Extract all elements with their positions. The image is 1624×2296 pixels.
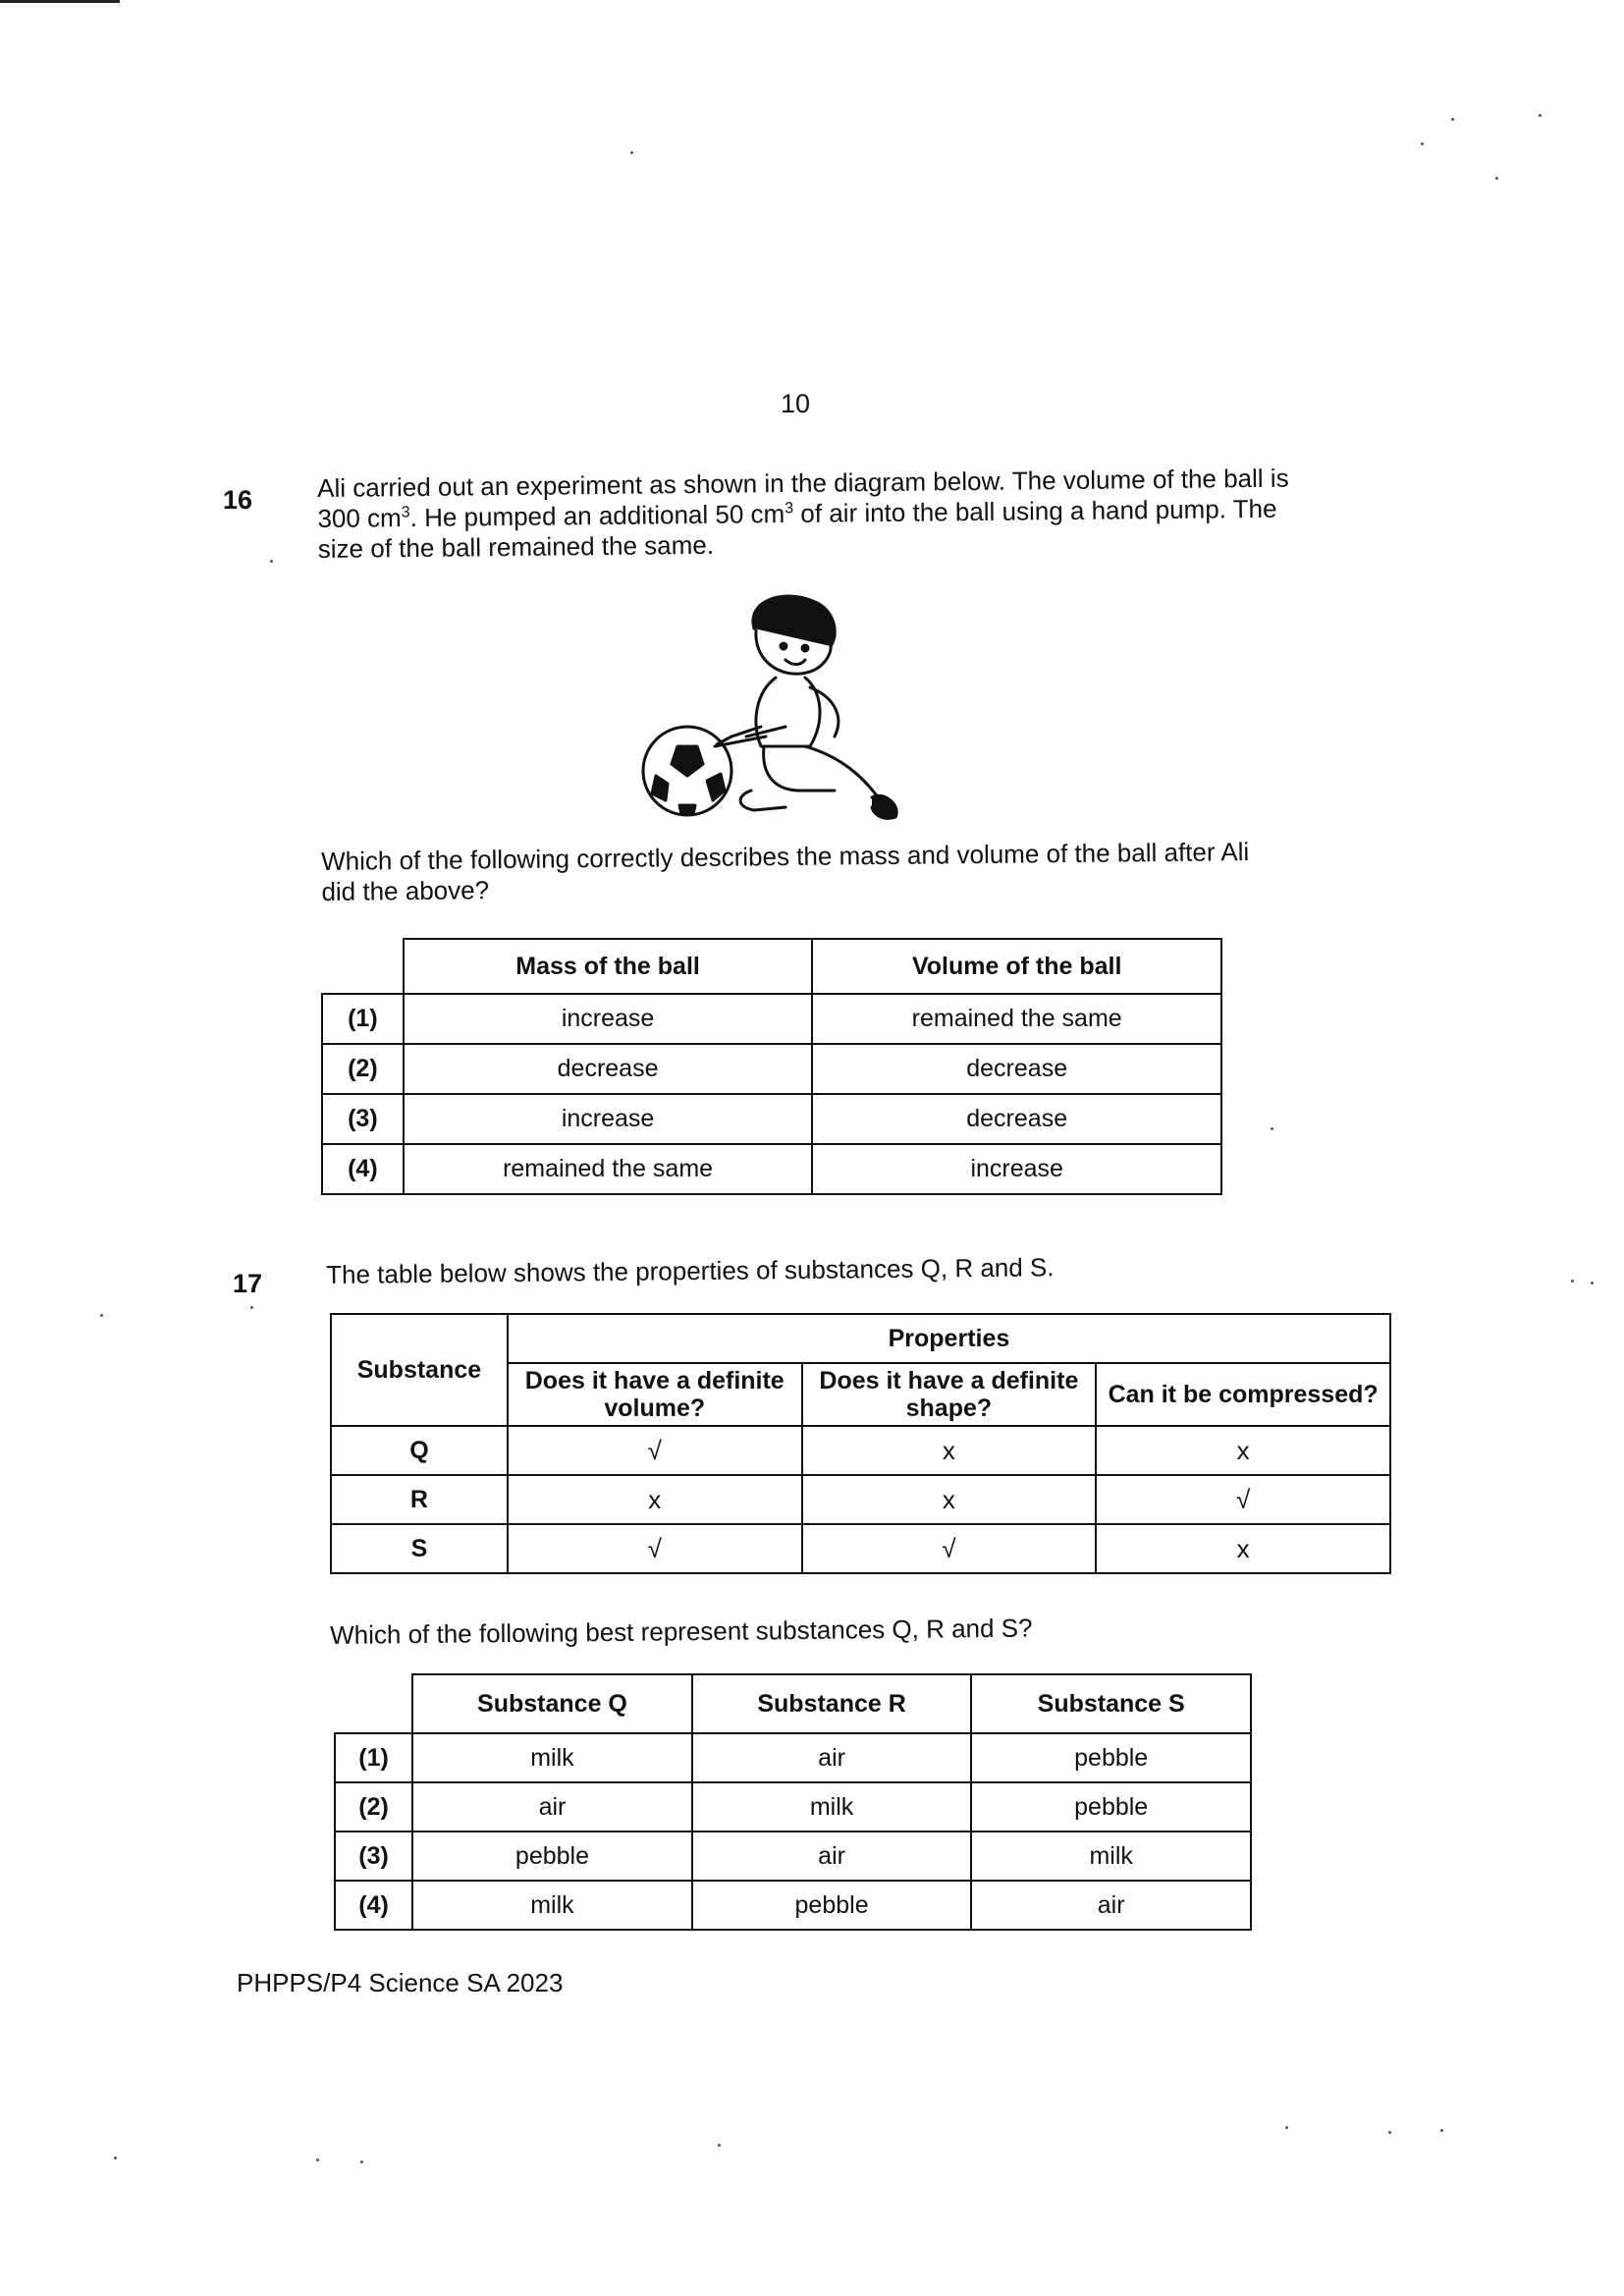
table-cell: air xyxy=(692,1831,972,1881)
boy-pumping-ball-illustration xyxy=(638,589,962,835)
option-label: (4) xyxy=(335,1881,412,1930)
table-cell: increase xyxy=(404,994,813,1044)
table-cell: air xyxy=(412,1782,692,1831)
question-16-prompt xyxy=(321,836,1353,907)
top-rule xyxy=(0,0,120,3)
column-header: Mass of the ball xyxy=(404,939,813,994)
scan-speck xyxy=(100,1314,103,1317)
column-header: Does it have a definite shape? xyxy=(802,1363,1097,1426)
option-label: (2) xyxy=(335,1782,412,1831)
scan-speck xyxy=(1591,1282,1594,1285)
scan-speck xyxy=(1495,177,1498,180)
scan-speck xyxy=(1451,118,1454,121)
superscript: 3 xyxy=(401,504,410,521)
page-number: 10 xyxy=(781,389,811,418)
page-footer: PHPPS/P4 Science SA 2023 xyxy=(237,1968,564,1997)
scan-speck xyxy=(114,2157,117,2159)
scan-speck xyxy=(1421,142,1424,145)
column-header: Substance S xyxy=(971,1674,1251,1733)
substance-label: Q xyxy=(331,1426,508,1475)
volume-text: 300 cm xyxy=(317,503,402,533)
pump-text-end: of air into the ball using a hand pump. The xyxy=(792,493,1277,528)
scan-speck xyxy=(630,151,633,154)
table-cell: remained the same xyxy=(404,1144,813,1194)
scan-speck xyxy=(1271,1127,1273,1130)
property-mark: x xyxy=(802,1475,1097,1524)
question-17-number: 17 xyxy=(233,1269,263,1298)
property-mark: x xyxy=(802,1426,1097,1475)
property-mark: √ xyxy=(802,1524,1097,1573)
table-cell: decrease xyxy=(812,1044,1221,1094)
option-label: (2) xyxy=(322,1044,404,1094)
properties-header: Properties xyxy=(508,1314,1390,1363)
scan-speck xyxy=(270,560,273,563)
scan-speck xyxy=(316,2159,319,2161)
option-label: (4) xyxy=(322,1144,404,1194)
property-mark: √ xyxy=(1096,1475,1390,1524)
substance-label: R xyxy=(331,1475,508,1524)
scan-speck xyxy=(1285,2126,1288,2129)
scan-speck xyxy=(1440,2129,1443,2132)
table-cell: pebble xyxy=(692,1881,972,1930)
table-cell: increase xyxy=(404,1094,813,1144)
question-16-prompt-line-1: Which of the following correctly describes the mass and volume of the ball after Ali xyxy=(321,837,1250,876)
property-mark: √ xyxy=(508,1524,802,1573)
table-row xyxy=(335,1782,1251,1831)
table-corner xyxy=(322,939,404,994)
column-header: Substance R xyxy=(692,1674,972,1733)
table-cell: pebble xyxy=(971,1782,1251,1831)
property-mark: √ xyxy=(508,1426,802,1475)
question-16-number: 16 xyxy=(223,485,253,515)
column-header: Can it be compressed? xyxy=(1096,1363,1390,1426)
table-row xyxy=(322,994,1221,1044)
substance-properties-table xyxy=(330,1313,1391,1574)
table-cell: milk xyxy=(412,1733,692,1782)
substance-header: Substance xyxy=(331,1314,508,1426)
table-row xyxy=(335,1881,1251,1930)
scan-speck xyxy=(250,1306,253,1309)
table-row xyxy=(335,1733,1251,1782)
table-row xyxy=(322,1094,1221,1144)
table-cell: increase xyxy=(812,1144,1221,1194)
table-cell: pebble xyxy=(412,1831,692,1881)
option-label: (1) xyxy=(335,1733,412,1782)
question-17-options-table xyxy=(334,1673,1252,1931)
option-label: (3) xyxy=(335,1831,412,1881)
table-cell: milk xyxy=(412,1881,692,1930)
question-16-line-1: Ali carried out an experiment as shown in the diagram below. The volume of the ball is xyxy=(317,463,1289,503)
pump-text: . He pumped an additional 50 cm xyxy=(409,499,785,533)
question-17-prompt: Which of the following best represent substances Q, R and S? xyxy=(330,1613,1033,1650)
table-cell: decrease xyxy=(404,1044,813,1094)
table-corner xyxy=(335,1674,412,1733)
table-cell: milk xyxy=(971,1831,1251,1881)
substance-label: S xyxy=(331,1524,508,1573)
scan-speck xyxy=(1388,2131,1391,2134)
superscript: 3 xyxy=(785,500,794,518)
table-row xyxy=(322,1144,1221,1194)
table-cell: air xyxy=(971,1881,1251,1930)
scan-speck xyxy=(1571,1280,1574,1283)
scan-speck xyxy=(360,2160,363,2163)
option-label: (3) xyxy=(322,1094,404,1144)
option-label: (1) xyxy=(322,994,404,1044)
table-row xyxy=(331,1524,1390,1573)
question-16-line-3: size of the ball remained the same. xyxy=(317,529,715,564)
table-cell: air xyxy=(692,1733,972,1782)
table-cell: pebble xyxy=(971,1733,1251,1782)
table-cell: remained the same xyxy=(812,994,1221,1044)
property-mark: x xyxy=(508,1475,802,1524)
question-16-options-table xyxy=(321,938,1222,1195)
table-row xyxy=(335,1831,1251,1881)
property-mark: x xyxy=(1096,1426,1390,1475)
table-cell: decrease xyxy=(812,1094,1221,1144)
question-16-stem xyxy=(317,462,1408,565)
scan-speck xyxy=(718,2144,721,2147)
scan-speck xyxy=(1539,114,1542,117)
table-row xyxy=(322,1044,1221,1094)
question-16-prompt-line-2: did the above? xyxy=(321,875,490,906)
table-row xyxy=(331,1475,1390,1524)
property-mark: x xyxy=(1096,1524,1390,1573)
question-17-stem: The table below shows the properties of substances Q, R and S. xyxy=(326,1252,1055,1289)
table-row xyxy=(331,1426,1390,1475)
column-header: Does it have a definite volume? xyxy=(508,1363,802,1426)
column-header: Substance Q xyxy=(412,1674,692,1733)
column-header: Volume of the ball xyxy=(812,939,1221,994)
table-cell: milk xyxy=(692,1782,972,1831)
